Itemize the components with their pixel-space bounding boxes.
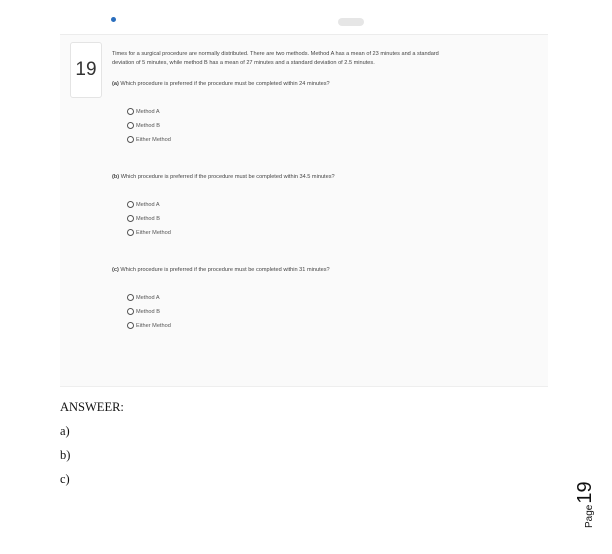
radio-icon[interactable]	[127, 229, 134, 236]
question-stem	[112, 50, 492, 67]
answer-a: a)	[60, 424, 70, 438]
part-b-question: (b) Which procedure is preferred if the procedure must be completed within 34.5 minutes?	[112, 174, 335, 180]
part-c-option-method-b[interactable]: Method B	[127, 308, 160, 315]
top-bar	[60, 8, 548, 35]
radio-icon[interactable]	[127, 108, 134, 115]
part-a-option-method-a[interactable]: Method A	[127, 108, 160, 115]
part-b-option-method-b[interactable]: Method B	[127, 215, 160, 222]
part-c-option-method-a[interactable]: Method A	[127, 294, 160, 301]
radio-icon[interactable]	[127, 136, 134, 143]
answer-c: c)	[60, 472, 70, 486]
radio-icon[interactable]	[127, 215, 134, 222]
page-number	[558, 438, 606, 534]
stem-line-2: deviation of 5 minutes, while method B has a mean of 27 minutes and a standard deviation of 2.5 minutes.	[112, 59, 375, 66]
part-c-option-either[interactable]: Either Method	[127, 322, 171, 329]
part-b-option-either[interactable]: Either Method	[127, 229, 171, 236]
radio-icon[interactable]	[127, 201, 134, 208]
radio-icon[interactable]	[127, 322, 134, 329]
chevron-down-icon[interactable]	[111, 17, 116, 22]
answer-b: b)	[60, 448, 71, 462]
answer-heading: ANSWEER:	[60, 400, 124, 414]
question-number: 19	[70, 42, 102, 98]
page-label	[560, 438, 596, 528]
radio-icon[interactable]	[127, 294, 134, 301]
part-b-option-method-a[interactable]: Method A	[127, 201, 160, 208]
stem-line-1: Times for a surgical procedure are normally distributed. There are two methods. Method A has a mean of 23 minutes and a standard	[112, 51, 439, 57]
page-num: 19	[574, 481, 596, 504]
part-c-question: (c) Which procedure is preferred if the procedure must be completed within 31 minutes?	[112, 267, 330, 273]
radio-icon[interactable]	[127, 122, 134, 129]
radio-icon[interactable]	[127, 308, 134, 315]
part-a-question: (a) Which procedure is preferred if the procedure must be completed within 24 minutes?	[112, 81, 330, 87]
question-screenshot	[60, 8, 548, 387]
part-a-option-method-b[interactable]: Method B	[127, 122, 160, 129]
toolbar-pill[interactable]	[338, 18, 364, 26]
part-a-option-either[interactable]: Either Method	[127, 136, 171, 143]
page-word: Page	[584, 504, 595, 528]
